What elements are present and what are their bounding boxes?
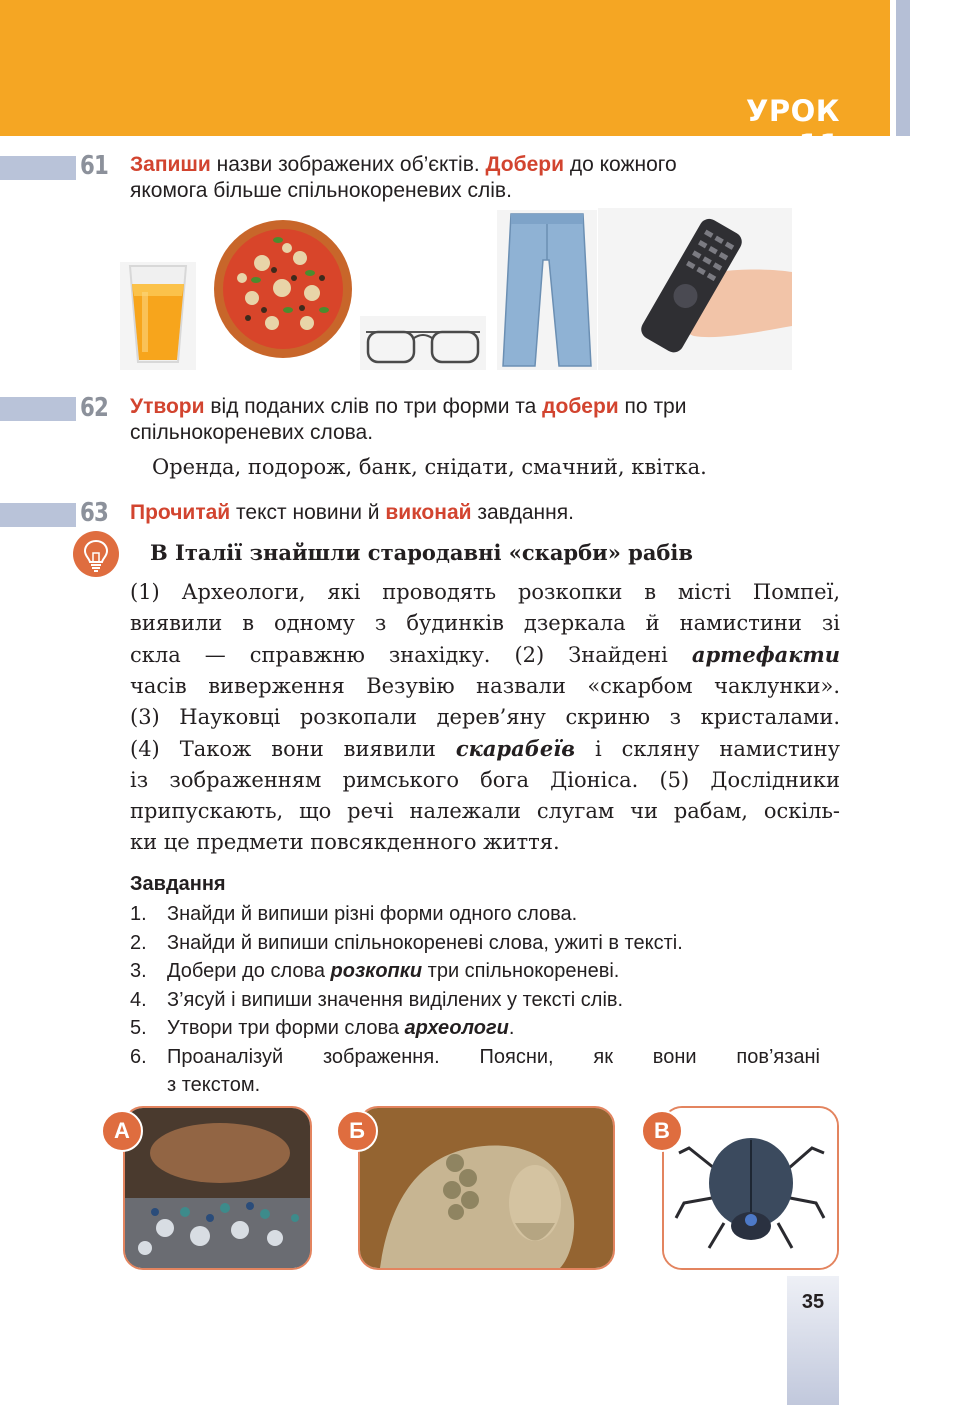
lesson-label: УРОК 11 bbox=[746, 94, 840, 162]
verb-pick: Добери bbox=[485, 153, 564, 176]
verb-read: Прочитай bbox=[130, 501, 231, 524]
exercise-number-61: 61 bbox=[80, 151, 109, 181]
news-title: В Італії знайшли стародавні «скарби» рабів bbox=[150, 540, 693, 565]
verb-do: виконай bbox=[385, 501, 472, 524]
list-item: 2. Знайди й випиши спільнокореневі слова, ужиті в тексті. bbox=[130, 931, 683, 954]
highlighted-word: скарабеїв bbox=[455, 736, 576, 761]
scarab-beetle-image bbox=[664, 1108, 837, 1268]
image-frame-b bbox=[358, 1106, 615, 1270]
lightbulb-icon bbox=[73, 531, 119, 577]
exercise-62-words: Оренда, подорож, банк, снідати, смачний, квітка. bbox=[152, 455, 707, 479]
tasks-heading: Завдання bbox=[130, 873, 226, 895]
juice-glass-image bbox=[120, 262, 196, 370]
remote-control-image bbox=[598, 208, 792, 370]
page-number: 35 bbox=[801, 1291, 825, 1313]
image-label-a: А bbox=[101, 1110, 143, 1152]
exercise-number-63: 63 bbox=[80, 498, 109, 528]
exercise-61-instruction: Запиши назви зображених об’єктів. Добери до кожного якомога більше спільнокореневих слів. bbox=[130, 153, 677, 202]
exercise-63-instruction: Прочитай текст новини й виконай завдання. bbox=[130, 501, 574, 524]
jeans-image bbox=[497, 210, 597, 370]
list-item: 5. Утвори три форми слова археологи. bbox=[130, 1017, 515, 1039]
exercise-bar bbox=[0, 503, 76, 527]
verb-form: Утвори bbox=[130, 395, 205, 418]
tasks-list bbox=[130, 900, 820, 1100]
exercise-62-instruction: Утвори від поданих слів по три форми та добери по три спільнокореневих слова. bbox=[130, 395, 687, 444]
list-item: 3. Добери до слова розкопки три спільнокореневі. bbox=[130, 960, 620, 982]
verb-pick: добери bbox=[542, 395, 619, 418]
exercise-number-62: 62 bbox=[80, 393, 109, 423]
image-label-c: В bbox=[641, 1110, 683, 1152]
list-item: 4. З’ясуй і випиши значення виділених у тексті слів. bbox=[130, 988, 624, 1011]
image-frame-c bbox=[662, 1106, 839, 1270]
news-text: (1) Археологи, які проводять розкопки в місті Помпеї, виявили в одному з будинків дзеркала й намистини зі скла — справжню знахідку. (2) Знайдені артефакти часів виверження Везувію назвали «скарбом чаклунки». (3) Науковці розкопали дерев’яну скриню з кристалами. (4) Також вони виявили скарабеїв і скляну намистину із зображенням римського бога Діоніса. (5) Дослідники припускають, що речі належали слугам чи рабам, оскіль- ки це предмети повсякденного життя. bbox=[130, 580, 840, 854]
highlighted-word: артефакти bbox=[691, 642, 840, 667]
glasses-image bbox=[360, 316, 486, 370]
beads-image bbox=[125, 1108, 310, 1268]
image-label-b: Б bbox=[336, 1110, 378, 1152]
verb-write: Запиши bbox=[130, 153, 211, 176]
exercise-bar bbox=[0, 156, 76, 180]
list-item: 6. Проаналізуй зображення. Поясни, як вони пов’язані з текстом. bbox=[130, 1045, 820, 1096]
list-item: 1. Знайди й випиши різні форми одного слова. bbox=[130, 903, 578, 925]
header-stripe bbox=[896, 0, 910, 136]
pizza-image bbox=[212, 218, 354, 360]
exercise-bar bbox=[0, 397, 76, 421]
image-frame-a bbox=[123, 1106, 312, 1270]
dionysus-statue-image bbox=[360, 1108, 613, 1268]
